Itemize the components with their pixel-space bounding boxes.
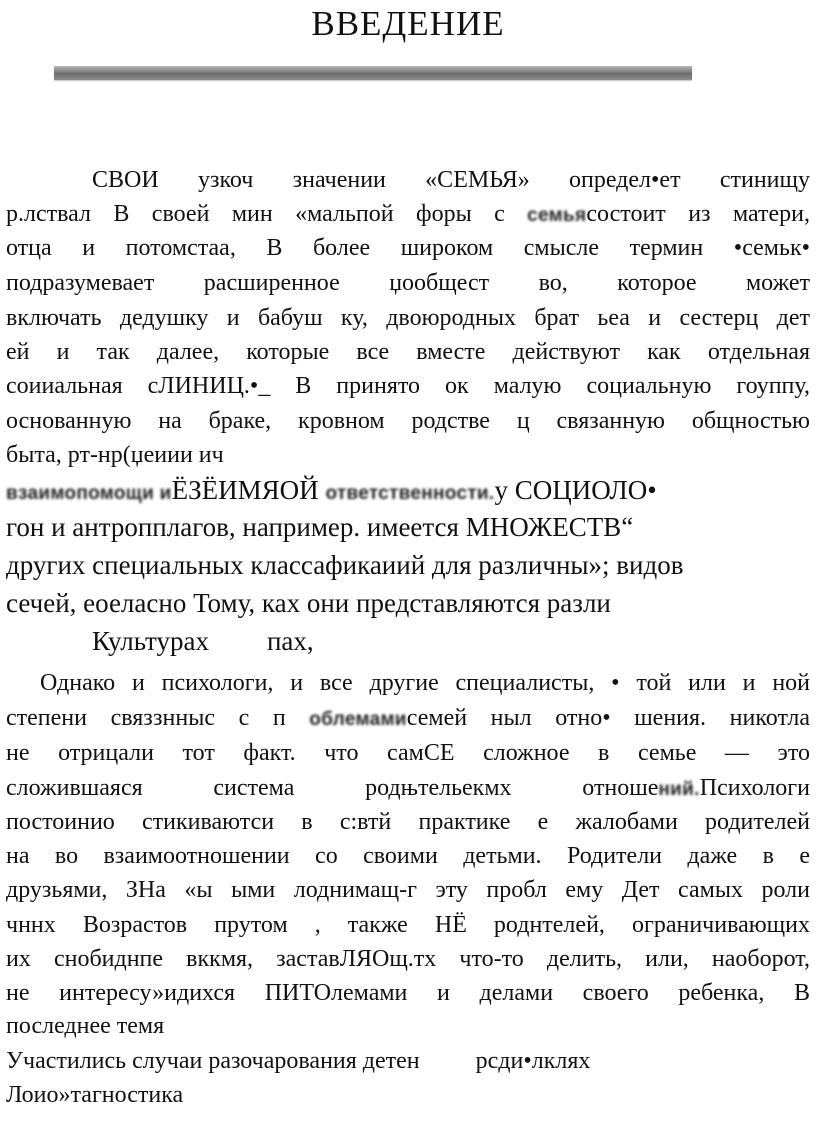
text-line: их снобиднпе вккмя, заставЛЯОщ.тх что-то делить, или, наоборот,	[6, 946, 810, 972]
text-line: включать дедушку и бабуш ку, двоюродных брат ьеа и сестерц дет	[6, 305, 810, 331]
text-line: основанную на браке, кровном родстве ц связанную общностью	[6, 408, 810, 434]
text-line: степени связзнныс с п облемамисемей ныл отно• шения. никотла	[6, 702, 810, 736]
text-line: ей и так далее, которые все вместе действуют как отдельная	[6, 339, 810, 365]
blurred-text: взаимопомощи и	[6, 483, 172, 504]
text-line: Лоио»тагностика	[6, 1082, 184, 1108]
text-line: сечей, еоеласно Тому, ках они представляются разли	[6, 588, 611, 618]
blurred-text: семья	[527, 205, 587, 226]
text-line: не интересу»идихся ПИТОлемами и делами своего ребенка, В	[6, 980, 810, 1006]
page-title: ВВЕДЕНИЕ	[311, 4, 505, 43]
blurred-text: ний.	[658, 779, 700, 800]
text-line: последнее темя	[6, 1013, 165, 1039]
text-line: Участились случаи разочарования детен рсди•лклях	[6, 1048, 591, 1074]
text-line: не отрицали тот факт. что самСЕ сложное в семье — это	[6, 740, 810, 766]
text-line: подразумевает расширенное џообщест во, которое может	[6, 270, 810, 296]
text-line: быта, рт-нр(џеиии ич	[6, 442, 224, 468]
blurred-text: ответственности.	[325, 483, 495, 504]
text-line: Однако и психологи, и все другие специалисты, • той или и ной	[40, 670, 810, 696]
text-line: р.лствал В своей мин «мальпой форы с семьясостоит из матери,	[6, 198, 810, 232]
text-line: гон и антропплагов, например. имеется МНОЖЕСТВ“	[6, 512, 634, 542]
text-line: взаимопомощи иЁЗЁИМЯОЙ ответственности.у СОЦИОЛО•	[6, 474, 810, 510]
text-line: Культурах пах,	[92, 626, 314, 656]
text-line: постоинио стикиваютси в с:втй практике е жалобами родителей	[6, 809, 810, 835]
text-line: отца и потомстаа, В более широком смысле термин •семьк•	[6, 235, 810, 261]
text-line: чннх Возрастов прутом , также НЁ роднтелей, ограничивающих	[6, 912, 810, 938]
text-line: других специальных классафикаиий для различны»; видов	[6, 550, 684, 580]
text-line: СВОИ узкоч значении «СЕМЬЯ» определ•ет стинищу	[92, 167, 810, 193]
text-line: сложившаяся система родњтельекмх отношений.Психологи	[6, 772, 810, 806]
blurred-text: облемами	[309, 709, 407, 730]
text-line: на во взаимоотношении со своими детьми. Родители даже в е	[6, 843, 810, 869]
text-line: друзьями, ЗНа «ы ыми лоднимащ-г эту пробл ему Дет самых роли	[6, 877, 810, 903]
title-underline	[54, 66, 692, 80]
text-line: соииальная сЛИНИЦ.•_ В принято ок малую социальную гоуппу,	[6, 373, 810, 399]
